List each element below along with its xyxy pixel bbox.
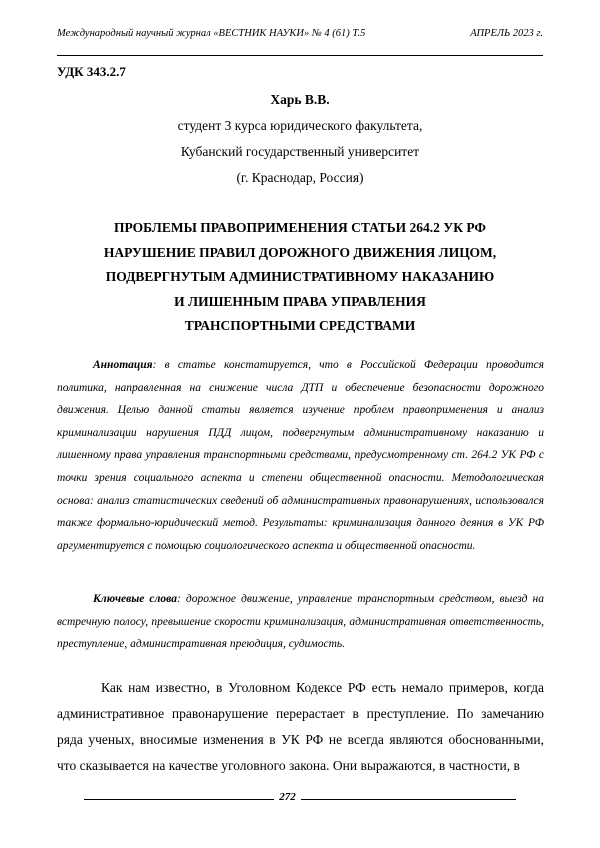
issue-date: АПРЕЛЬ 2023 г. [470,28,543,39]
footer-rule-left [84,798,274,800]
keywords-text: : дорожное движение, управление транспортным средством, выезд на встречную полосу, превышение скорости криминализация, административная ответственность, преступление, административная преюдиция, судимость. [57,593,544,651]
article-title [40,216,560,339]
author-city: (г. Краснодар, Россия) [236,170,364,185]
header-divider [57,55,543,56]
abstract-text: : в статье констатируется, что в Российской Федерации проводится политика, направленная на снижение числа ДТП и обеспечение безопасности дорожного движения. Целью данной статьи является изучение проблем правоприменения и анализ криминализации нарушения ПДД лицом, подвергнутым административному наказанию и лишенному права управления транспортными средствами, предусмотренному ст. 264.2 УК РФ с точки зрения социального аспекта и степени общественной опасности. Методологическая основа: анализ статистических сведений об административных правонарушениях, использовался также формально-юридический метод. Результаты: криминализация данного деяния в УК РФ аргументируется с помощью социологического аспекта и общественной опасности. [57,359,544,552]
page-footer [0,791,600,803]
journal-header: Международный научный журнал «ВЕСТНИК НАУКИ» № 4 (61) Т.5 [57,28,366,39]
footer-rule-right [301,798,516,800]
title-line: НАРУШЕНИЕ ПРАВИЛ ДОРОЖНОГО ДВИЖЕНИЯ ЛИЦОМ, [103,244,497,260]
author-university: Кубанский государственный университет [180,144,420,159]
udk-code: УДК 343.2.7 [57,64,126,79]
keywords [57,588,544,656]
body-paragraph: Как нам известно, в Уголовном Кодексе РФ есть немало примеров, когда административное правонарушение перерастает в преступление. По замечанию ряда ученых, вносимые изменения в УК РФ не всегда являются обоснованными, что сказывается на качестве уголовного закона. Они выражаются, в частности, в [57,680,544,773]
abstract-label: Аннотация [93,359,153,371]
author-name: Харь В.В. [270,92,330,107]
title-line: И ЛИШЕННЫМ ПРАВА УПРАВЛЕНИЯ [174,293,426,309]
abstract [57,354,544,557]
title-line: ПРОБЛЕМЫ ПРАВОПРИМЕНЕНИЯ СТАТЬИ 264.2 УК РФ [114,220,486,235]
title-line: ТРАНСПОРТНЫМИ СРЕДСТВАМИ [184,318,416,333]
keywords-label: Ключевые слова [93,593,177,605]
title-line: ПОДВЕРГНУТЫМ АДМИНИСТРАТИВНОМУ НАКАЗАНИЮ [105,269,495,284]
author-position: студент 3 курса юридического факультета, [177,118,423,133]
page-number: 272 [279,791,296,803]
